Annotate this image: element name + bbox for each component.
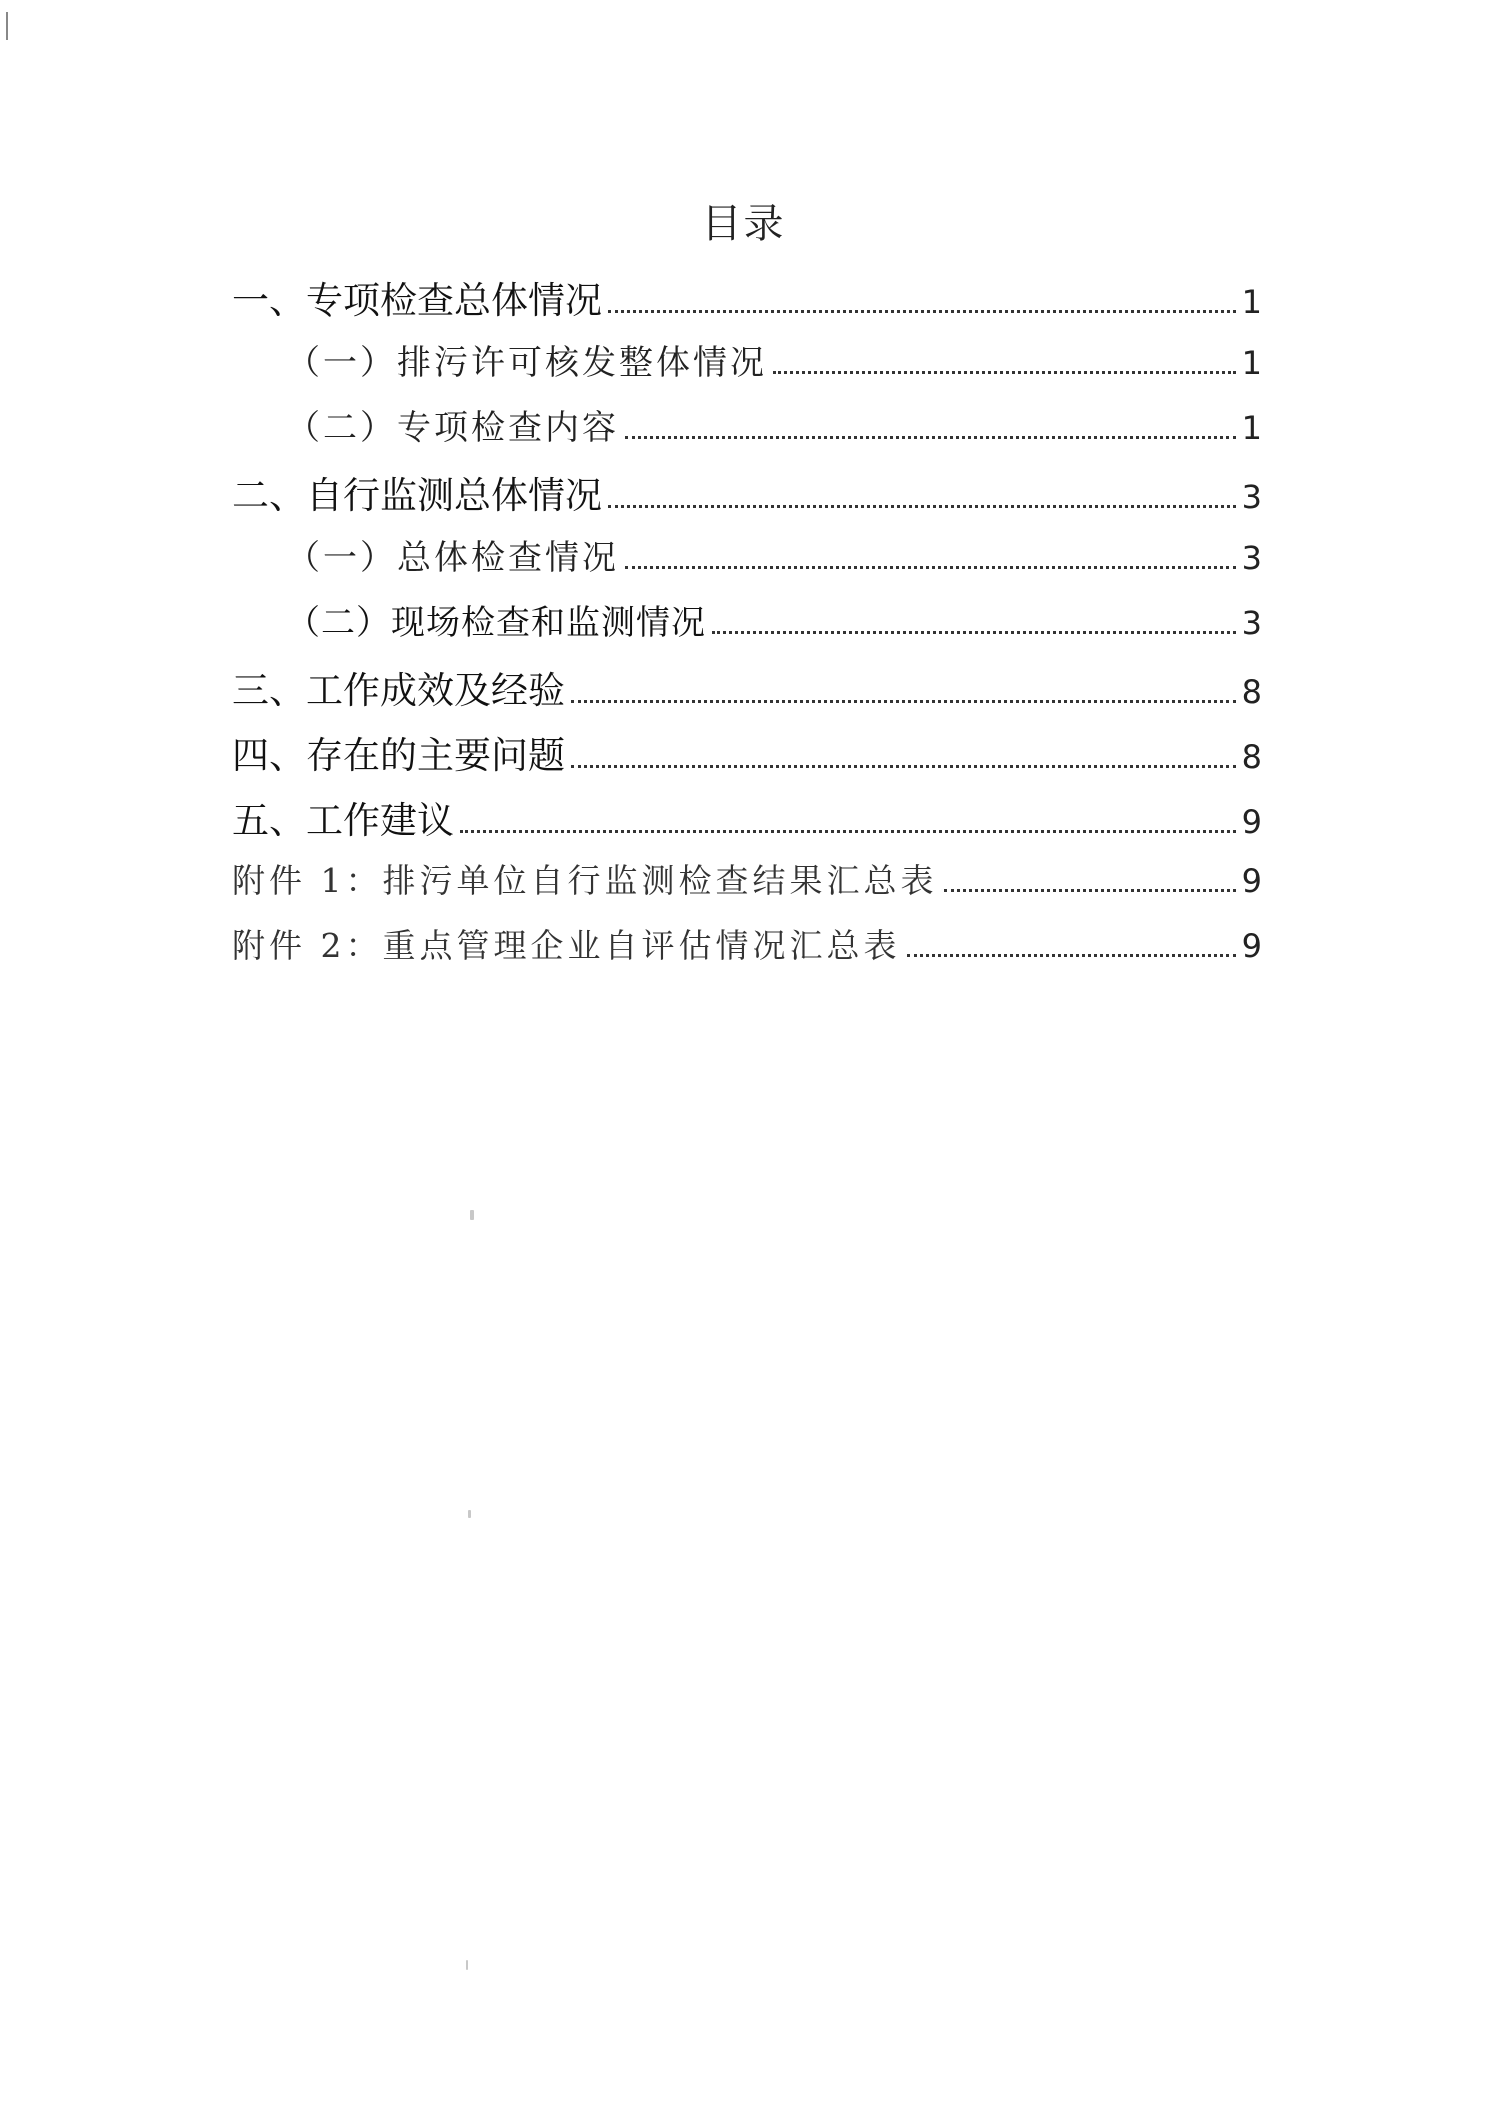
toc-entry[interactable] (232, 790, 1262, 855)
toc-leader-dots (571, 700, 1236, 703)
toc-entry-label: （一）排污许可核发整体情况 (286, 343, 767, 383)
toc-leader-dots (608, 505, 1236, 508)
toc-page-number: 3 (1241, 604, 1262, 642)
toc-page-number: 3 (1241, 539, 1262, 577)
toc-page-number: 1 (1241, 344, 1262, 382)
toc-page-number: 9 (1241, 862, 1262, 900)
toc-entry-label: 附件 1：排污单位自行监测检查结果汇总表 (232, 861, 938, 900)
scan-artifact (468, 1510, 471, 1518)
toc-page-number: 9 (1241, 927, 1262, 965)
toc-leader-dots (625, 566, 1236, 569)
toc-leader-dots (625, 436, 1236, 439)
toc-entry[interactable] (232, 855, 1262, 920)
toc-page-number: 1 (1241, 283, 1262, 321)
toc-entry-label: （一）总体检查情况 (286, 538, 619, 578)
toc-entry-label: 三、工作成效及经验 (232, 669, 565, 712)
scan-artifact (470, 1210, 474, 1220)
scan-artifact (6, 12, 8, 40)
toc-page-number: 9 (1241, 803, 1262, 841)
toc-page-number: 8 (1241, 738, 1262, 776)
toc-page-number: 8 (1241, 673, 1262, 711)
toc-leader-dots (773, 371, 1236, 374)
toc-leader-dots (944, 889, 1236, 892)
toc-entry[interactable] (232, 335, 1262, 400)
table-of-contents (232, 270, 1262, 985)
toc-entry[interactable] (232, 270, 1262, 335)
toc-page-number: 1 (1241, 409, 1262, 447)
toc-entry-label: 二、自行监测总体情况 (232, 474, 602, 517)
toc-entry[interactable] (232, 920, 1262, 985)
toc-entry[interactable] (232, 530, 1262, 595)
toc-entry-label: （二）现场检查和监测情况 (286, 603, 706, 643)
toc-leader-dots (608, 310, 1236, 313)
toc-entry[interactable] (232, 595, 1262, 660)
toc-page-number: 3 (1241, 478, 1262, 516)
toc-entry[interactable] (232, 660, 1262, 725)
toc-title: 目录 (701, 201, 786, 247)
toc-entry-label: 附件 2：重点管理企业自评估情况汇总表 (232, 926, 901, 965)
toc-entry-label: （二）专项检查内容 (286, 408, 619, 448)
toc-entry-label: 一、专项检查总体情况 (232, 279, 602, 322)
toc-leader-dots (571, 765, 1236, 768)
toc-entry[interactable] (232, 400, 1262, 465)
toc-entry-label: 四、存在的主要问题 (232, 734, 565, 777)
toc-entry[interactable] (232, 725, 1262, 790)
scan-artifact (466, 1960, 468, 1970)
toc-leader-dots (460, 830, 1236, 833)
toc-entry[interactable] (232, 465, 1262, 530)
toc-leader-dots (907, 954, 1236, 957)
toc-entry-label: 五、工作建议 (232, 799, 454, 842)
toc-leader-dots (712, 631, 1236, 634)
